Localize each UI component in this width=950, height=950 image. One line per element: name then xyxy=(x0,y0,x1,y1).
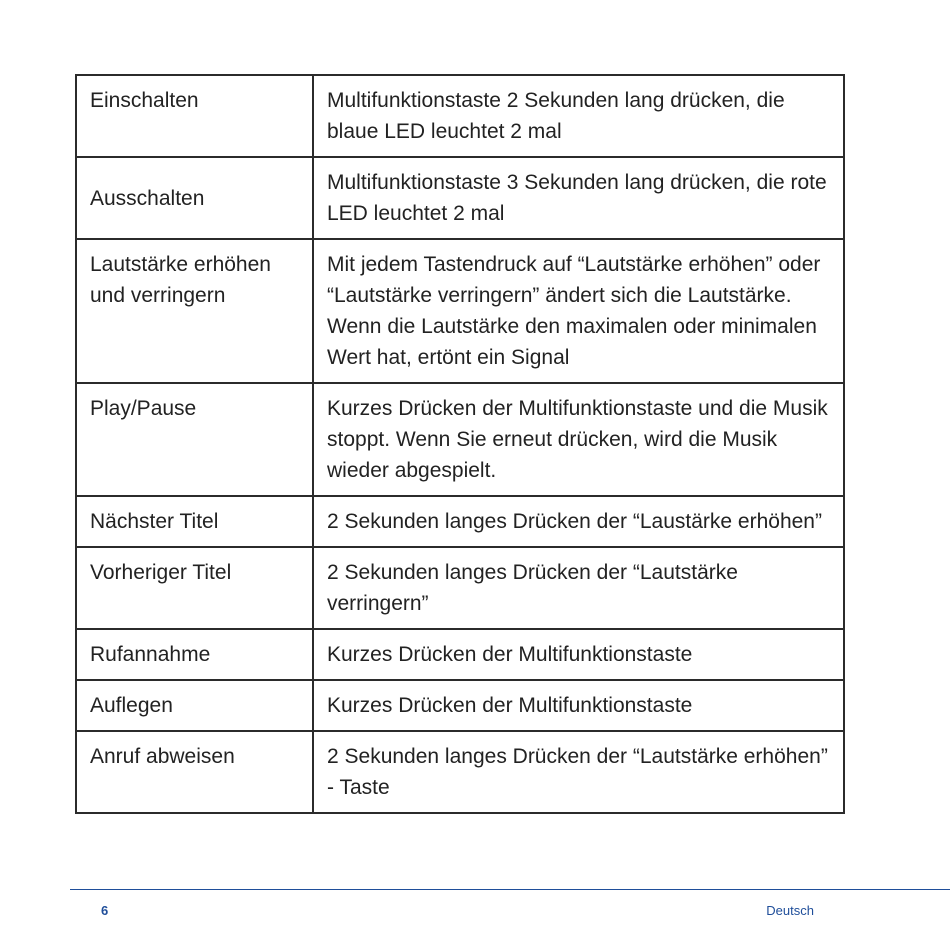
function-table xyxy=(75,74,845,814)
table-row xyxy=(76,383,844,496)
table-row xyxy=(76,239,844,383)
function-cell: Ausschalten xyxy=(76,157,313,239)
table-row xyxy=(76,496,844,547)
description-cell: Mit jedem Tastendruck auf “Lautstärke erhöhen” oder “Lautstärke verringern” ändert sich die Lautstärke. Wenn die Lautstärke den maximalen oder minimalen Wert hat, ertönt ein Signal xyxy=(313,239,844,383)
function-cell: Nächster Titel xyxy=(76,496,313,547)
table-row xyxy=(76,547,844,629)
table-row xyxy=(76,731,844,813)
description-cell: 2 Sekunden langes Drücken der “Laustärke erhöhen” xyxy=(313,496,844,547)
description-cell: Multifunktionstaste 3 Sekunden lang drücken, die rote LED leuchtet 2 mal xyxy=(313,157,844,239)
function-cell: Vorheriger Titel xyxy=(76,547,313,629)
description-cell: Kurzes Drücken der Multifunktionstaste xyxy=(313,680,844,731)
function-cell: Play/Pause xyxy=(76,383,313,496)
description-cell: Kurzes Drücken der Multifunktionstaste xyxy=(313,629,844,680)
description-cell: Multifunktionstaste 2 Sekunden lang drücken, die blaue LED leuchtet 2 mal xyxy=(313,75,844,157)
description-cell: 2 Sekunden langes Drücken der “Lautstärke erhöhen” - Taste xyxy=(313,731,844,813)
page-number: 6 xyxy=(101,903,109,918)
description-cell: 2 Sekunden langes Drücken der “Lautstärke verringern” xyxy=(313,547,844,629)
function-cell: Auflegen xyxy=(76,680,313,731)
table-row xyxy=(76,157,844,239)
footer-language: Deutsch xyxy=(766,903,814,918)
table-row xyxy=(76,680,844,731)
description-cell: Kurzes Drücken der Multifunktionstaste und die Musik stoppt. Wenn Sie erneut drücken, wird die Musik wieder abgespielt. xyxy=(313,383,844,496)
footer-divider xyxy=(70,889,950,890)
table-row xyxy=(76,629,844,680)
function-cell: Einschalten xyxy=(76,75,313,157)
table-row xyxy=(76,75,844,157)
function-cell: Rufannahme xyxy=(76,629,313,680)
function-cell: Lautstärke erhöhen und verringern xyxy=(76,239,313,383)
function-cell: Anruf abweisen xyxy=(76,731,313,813)
